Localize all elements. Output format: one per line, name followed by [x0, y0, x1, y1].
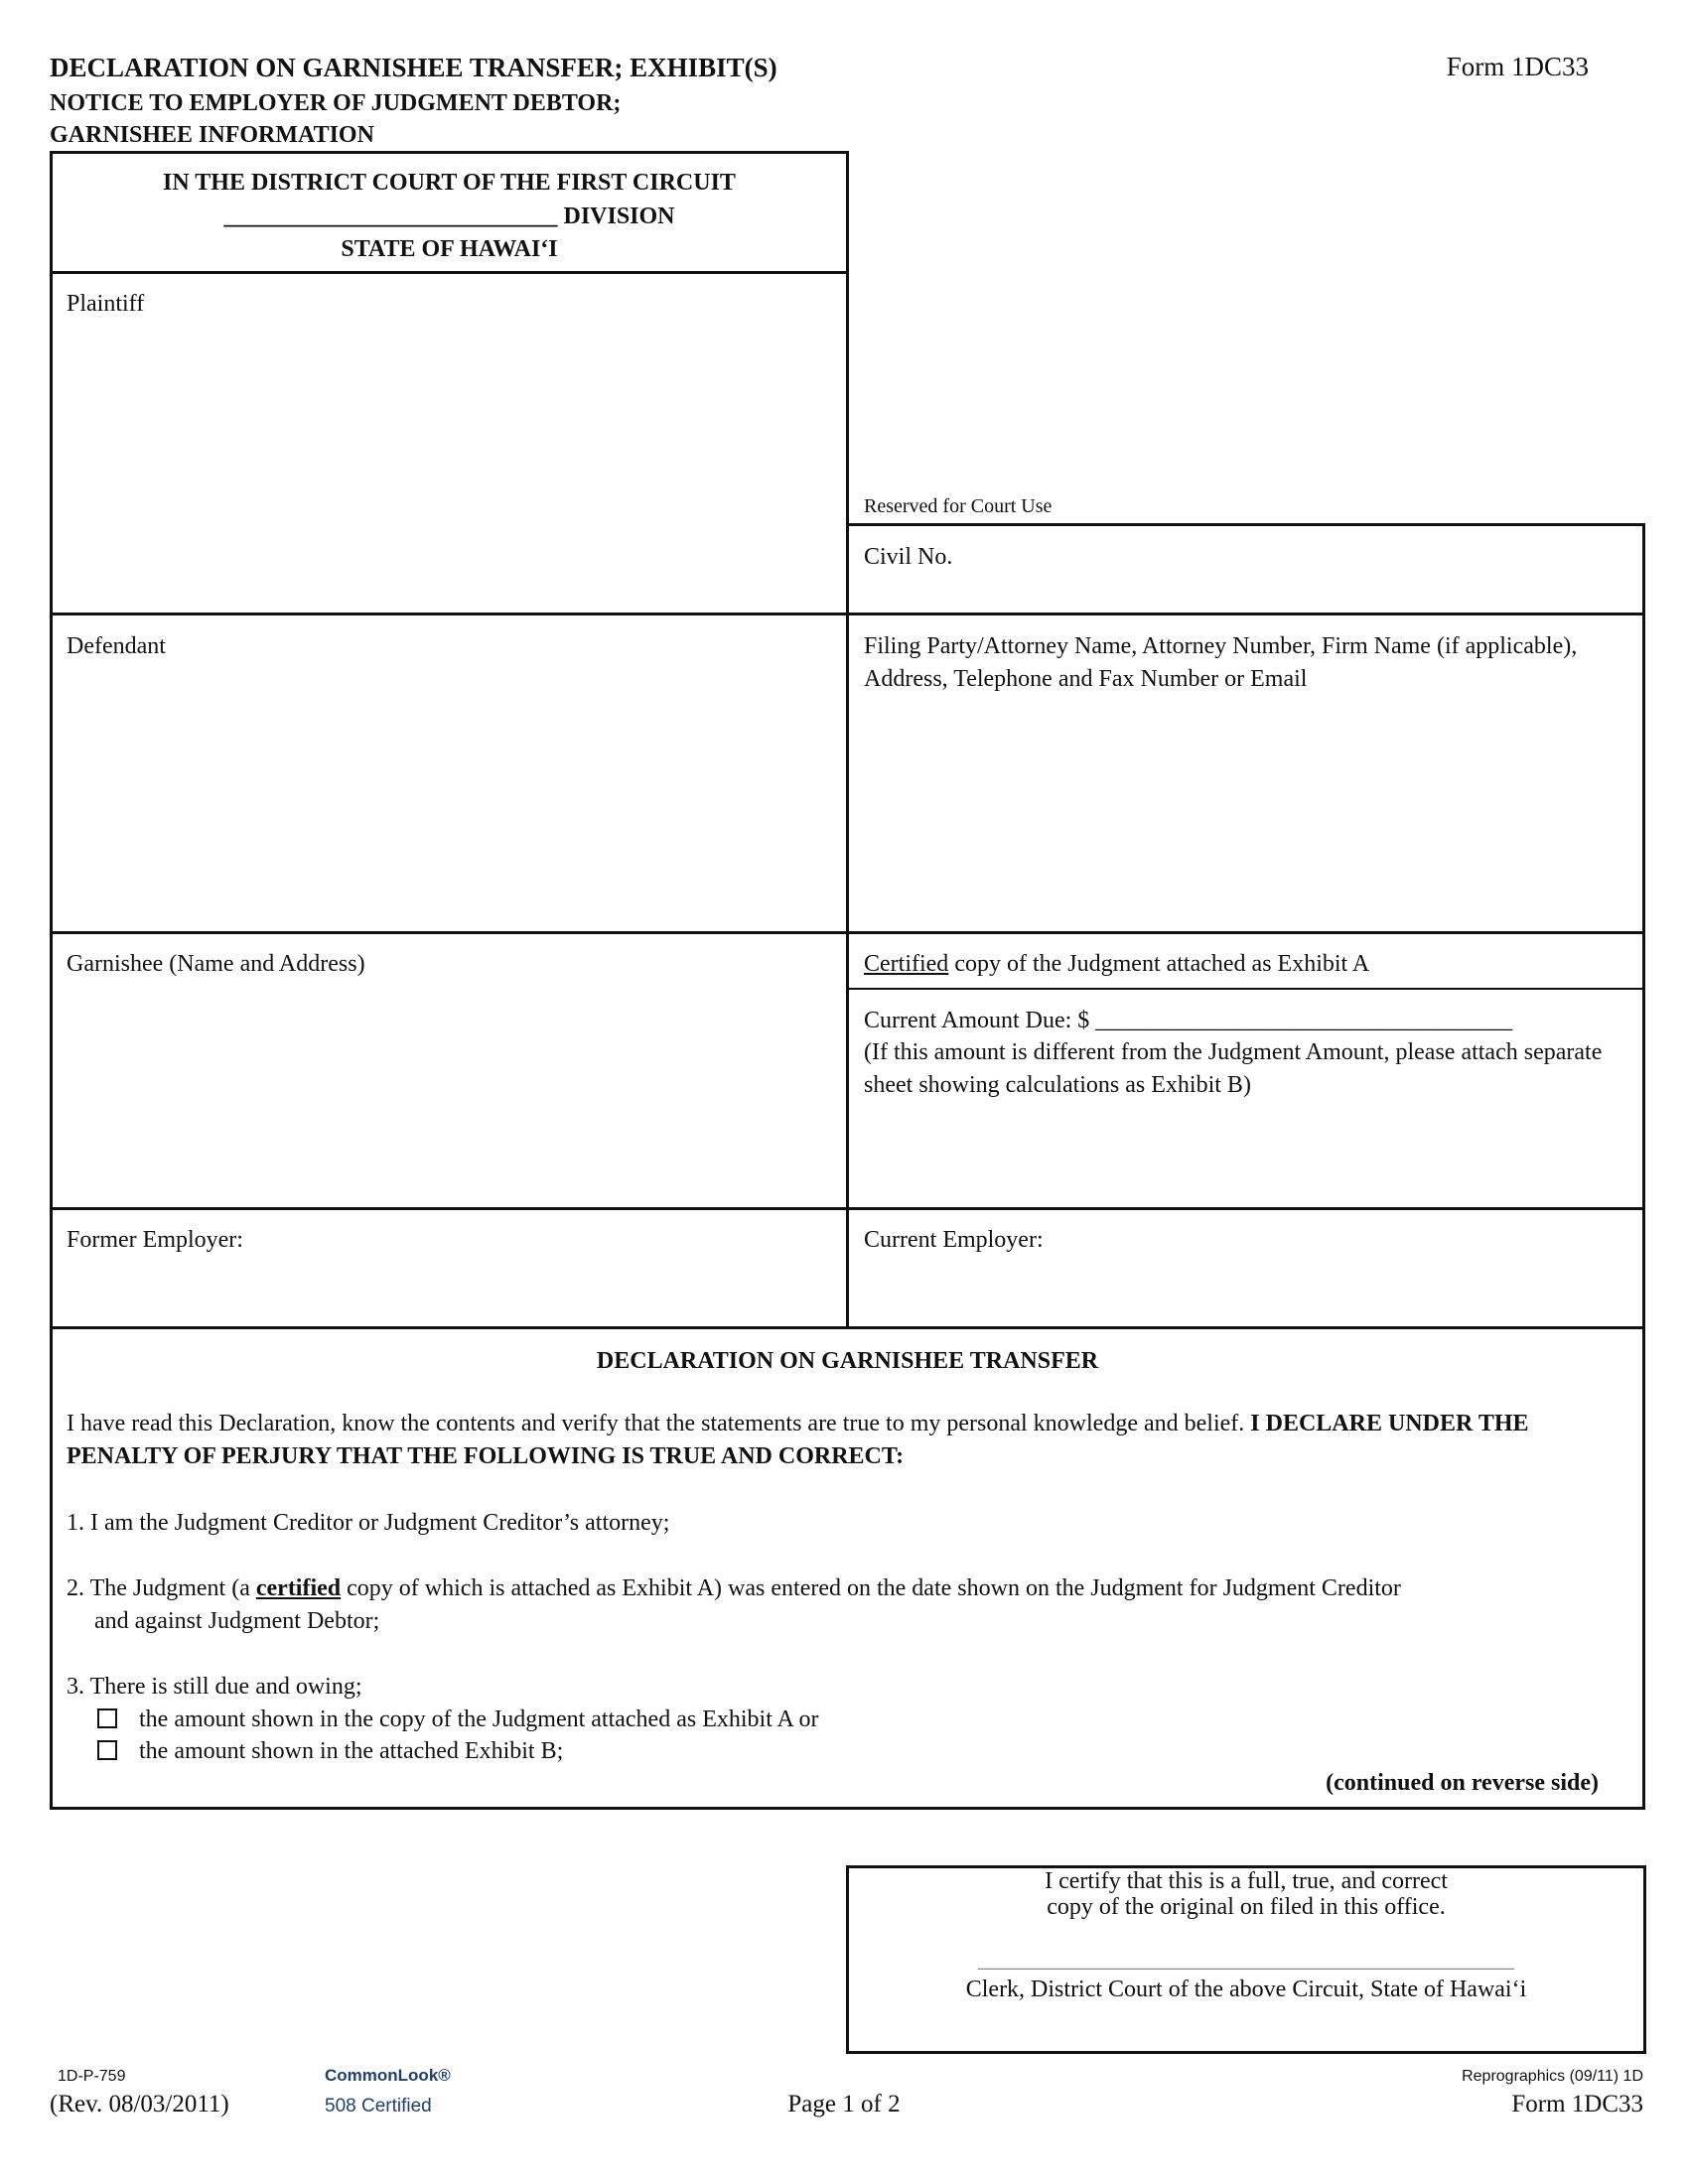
declaration-left-border	[50, 1326, 53, 1810]
intro-text: I have read this Declaration, know the contents and verify that the statements are true to my personal knowledge and belief.	[67, 1411, 1251, 1436]
certified-copy-label	[864, 948, 1369, 981]
document-subtitle-1: NOTICE TO EMPLOYER OF JUDGMENT DEBTOR;	[50, 90, 622, 116]
option-exhibit-a	[97, 1704, 819, 1736]
row-divider-3	[50, 1207, 1645, 1210]
civil-no-label: Civil No.	[864, 544, 953, 570]
footer-reprographics: Reprographics (09/11) 1D	[1462, 2068, 1643, 2085]
row-divider-2	[50, 931, 1645, 934]
plaintiff-label: Plaintiff	[67, 291, 145, 317]
item2-text-a: 2. The Judgment (a	[67, 1575, 256, 1601]
page-number: Page 1 of 2	[787, 2091, 901, 2117]
commonlook-certified: 508 Certified	[325, 2096, 432, 2116]
declaration-item-1: 1. I am the Judgment Creditor or Judgment Creditor’s attorney;	[67, 1510, 670, 1536]
row-divider-4	[50, 1326, 1645, 1329]
court-division	[50, 201, 849, 233]
division-blank[interactable]: ____________________________	[223, 204, 558, 229]
footer-form-number: Form 1DC33	[1511, 2091, 1643, 2117]
declaration-item-2-cont: and against Judgment Debtor;	[94, 1608, 380, 1634]
center-divider	[846, 151, 849, 1328]
commonlook-logo: CommonLook®	[325, 2066, 451, 2085]
reserved-label: Reserved for Court Use	[864, 495, 1053, 517]
clerk-signature-line[interactable]: _____________________________________________	[978, 1947, 1514, 1973]
document-title: DECLARATION ON GARNISHEE TRANSFER; EXHIBIT(S)	[50, 53, 777, 82]
declaration-item-3: 3. There is still due and owing;	[67, 1674, 362, 1700]
intro-bold: I DECLARE UNDER THE PENALTY OF PERJURY THAT THE FOLLOWING IS TRUE AND CORRECT:	[67, 1411, 1529, 1469]
declaration-intro	[67, 1408, 1625, 1473]
item2-certified: certified	[255, 1575, 342, 1601]
current-employer-label: Current Employer:	[864, 1227, 1044, 1253]
option-exhibit-b	[97, 1735, 563, 1768]
amount-note: (If this amount is different from the Judgment Amount, please attach separate sheet showing calculations as Exhibit B)	[864, 1039, 1603, 1098]
current-amount-due[interactable]: Current Amount Due: $ ___________________________________	[864, 1008, 1513, 1033]
declaration-heading: DECLARATION ON GARNISHEE TRANSFER	[596, 1348, 1099, 1374]
certify-line-2: copy of the original on filed in this office.	[1047, 1894, 1446, 1920]
declaration-item-2	[67, 1572, 1635, 1605]
caption-top-border	[50, 151, 849, 154]
court-state: STATE OF HAWAI‘I	[341, 236, 558, 262]
court-name: IN THE DISTRICT COURT OF THE FIRST CIRCUIT	[163, 170, 736, 196]
division-label: DIVISION	[563, 204, 675, 229]
former-employer-label: Former Employer:	[67, 1227, 243, 1253]
clerk-title: Clerk, District Court of the above Circuit, State of Hawai‘i	[965, 1977, 1527, 2002]
filing-party-label: Filing Party/Attorney Name, Attorney Number, Firm Name (if applicable), Address, Telephone and Fax Number or Email	[864, 633, 1578, 692]
declaration-bottom-border	[50, 1807, 1645, 1810]
certified-rest: copy of the Judgment attached as Exhibit A	[948, 951, 1370, 977]
certified-word: Certified	[864, 951, 949, 977]
option-exhibit-b-label: the amount shown in the attached Exhibit B;	[139, 1738, 564, 1764]
footer-revision: (Rev. 08/03/2011)	[50, 2091, 229, 2117]
row-divider-1	[50, 613, 1645, 615]
form-number: Form 1DC33	[1446, 52, 1589, 81]
footer-code: 1D-P-759	[58, 2068, 126, 2085]
certify-line-1: I certify that this is a full, true, and correct	[1045, 1868, 1448, 1894]
exhibit-b-checkbox[interactable]	[97, 1740, 117, 1760]
document-subtitle-2: GARNISHEE INFORMATION	[50, 122, 374, 148]
court-box-bottom	[50, 271, 849, 274]
continued-note: (continued on reverse side)	[1326, 1770, 1599, 1796]
certified-divider	[846, 988, 1645, 990]
option-exhibit-a-label: the amount shown in the copy of the Judgment attached as Exhibit A or	[139, 1706, 819, 1732]
declaration-right-border	[1642, 1326, 1645, 1810]
left-border	[50, 151, 53, 1328]
garnishee-label: Garnishee (Name and Address)	[67, 951, 365, 977]
item2-text-b: copy of which is attached as Exhibit A) was entered on the date shown on the Judgment for Judgment Creditor	[341, 1575, 1401, 1601]
defendant-label: Defendant	[67, 633, 166, 659]
exhibit-a-checkbox[interactable]	[97, 1708, 117, 1728]
right-box-top	[846, 523, 1645, 526]
